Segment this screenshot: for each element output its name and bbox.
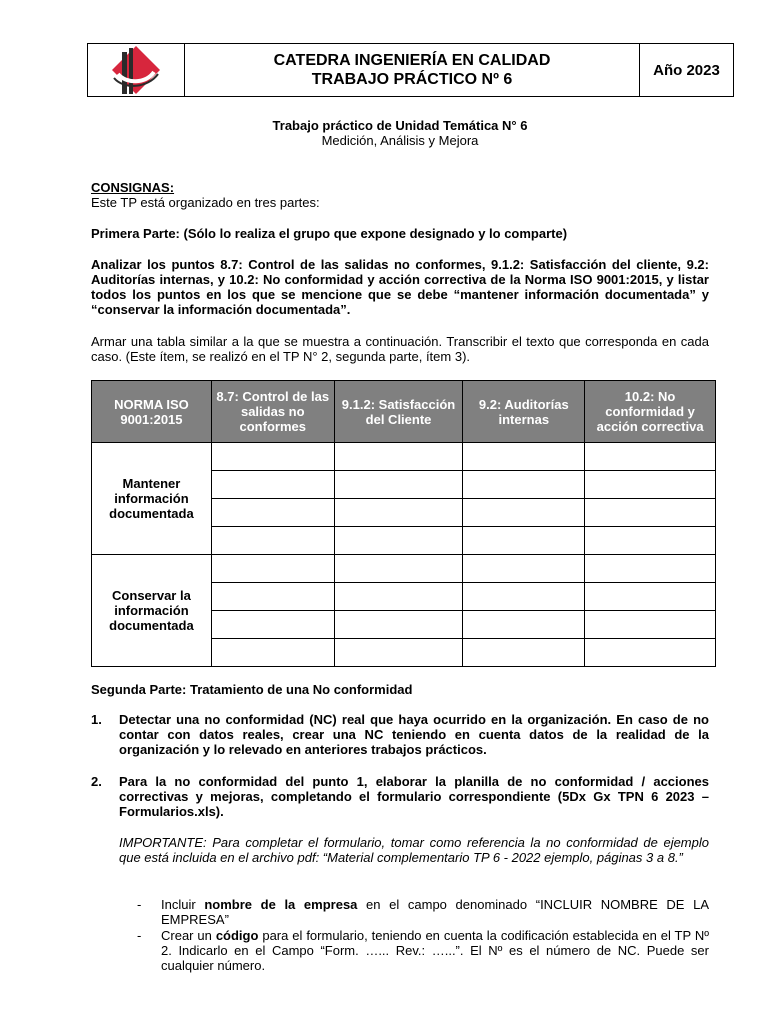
- bullet-post: para el formulario, teniendo en cuenta la codificación establecida en el TP Nº 2. Indicarlo en el Campo “Form. …... Rev.: …...”. El Nº es el número de NC. Puede ser cualquier número.: [161, 928, 709, 973]
- table-cell: [334, 639, 463, 667]
- consignas-intro: Este TP está organizado en tres partes:: [91, 195, 320, 210]
- header-title-line1: CATEDRA INGENIERÍA EN CALIDAD: [273, 52, 551, 69]
- table-header-cell: 10.2: No conformidad y acción correctiva: [585, 381, 716, 443]
- bullet-item: [161, 897, 709, 927]
- logo-icon: [88, 44, 184, 96]
- table-cell: [211, 527, 334, 555]
- bullet-dash: -: [137, 928, 142, 943]
- primera-paragraph-2: Armar una tabla similar a la que se muestra a continuación. Transcribir el texto que corresponda en cada caso. (Este ítem, se realizó en el TP N° 2, segunda parte, ítem 3).: [91, 334, 709, 364]
- consignas-heading: CONSIGNAS:: [91, 180, 175, 195]
- header-title: [185, 44, 640, 96]
- table-cell: [463, 639, 585, 667]
- bullet-dash: -: [137, 897, 142, 912]
- table-cell: [463, 527, 585, 555]
- table-header-row: [92, 381, 716, 443]
- row-group-label: Mantener información documentada: [92, 443, 212, 555]
- bullet-pre: Crear un: [161, 928, 216, 943]
- table-row: [92, 443, 716, 471]
- table-cell: [463, 499, 585, 527]
- bullet-post: en el campo denominado “INCLUIR NOMBRE DE LA EMPRESA”: [161, 897, 710, 927]
- table-cell: [585, 499, 716, 527]
- table-cell: [211, 499, 334, 527]
- table-cell: [463, 583, 585, 611]
- table-cell: [334, 443, 463, 471]
- table-cell: [585, 611, 716, 639]
- table-header-cell: 9.1.2: Satisfacción del Cliente: [334, 381, 463, 443]
- table-cell: [334, 611, 463, 639]
- table-cell: [463, 443, 585, 471]
- table-cell: [334, 583, 463, 611]
- table-row: [92, 555, 716, 583]
- table-cell: [211, 639, 334, 667]
- table-cell: [211, 471, 334, 499]
- table-cell: [585, 471, 716, 499]
- list-item-number: 1.: [91, 712, 102, 727]
- subtitle-line1: Trabajo práctico de Unidad Temática N° 6: [272, 118, 528, 133]
- header-year: Año 2023: [653, 61, 720, 79]
- table-cell: [334, 527, 463, 555]
- table-cell: [211, 611, 334, 639]
- table-cell: [463, 555, 585, 583]
- table-cell: [585, 555, 716, 583]
- list-item-number: 2.: [91, 774, 102, 789]
- bullet-pre: Incluir: [161, 897, 205, 912]
- table-cell: [211, 583, 334, 611]
- list-item-text: Para la no conformidad del punto 1, elaborar la planilla de no conformidad / acciones correctivas y mejoras, completando el formulario correspondiente (5Dx Gx TPN 6 2023 – Formularios.xls).: [119, 774, 709, 819]
- table-header-cell: NORMA ISO 9001:2015: [92, 381, 212, 443]
- table-cell: [585, 639, 716, 667]
- table-cell: [334, 499, 463, 527]
- row-group-label: Conservar la información documentada: [92, 555, 212, 667]
- bullet-bold: código: [215, 928, 259, 943]
- table-cell: [585, 583, 716, 611]
- table-cell: [463, 611, 585, 639]
- table-cell: [585, 527, 716, 555]
- bullet-bold: nombre de la empresa: [204, 897, 358, 912]
- table-cell: [334, 471, 463, 499]
- iso-table: [91, 380, 716, 667]
- importante-note: IMPORTANTE: Para completar el formulario, tomar como referencia la no conformidad de ejemplo que está incluida en el archivo pdf: “Material complementario TP 6 - 2022 ejemplo, páginas 3 a 8.”: [119, 835, 709, 865]
- table-cell: [334, 555, 463, 583]
- university-logo: [88, 44, 185, 96]
- subtitle-line2: Medición, Análisis y Mejora: [321, 133, 479, 148]
- table-cell: [211, 555, 334, 583]
- segunda-heading: Segunda Parte: Tratamiento de una No conformidad: [91, 682, 413, 697]
- table-cell: [463, 471, 585, 499]
- document-header: [87, 43, 734, 97]
- bullet-item: [161, 928, 709, 973]
- primera-paragraph-1: Analizar los puntos 8.7: Control de las salidas no conformes, 9.1.2: Satisfacción del cliente, 9.2: Auditorías internas, y 10.2: No conformidad y acción correctiva de la Norma ISO 9001:2015, y listar todos los puntos en los que se mencione que se debe “mantener información documentada” y “conservar la información documentada”.: [91, 257, 709, 317]
- table-cell: [585, 443, 716, 471]
- table-header-cell: 8.7: Control de las salidas no conformes: [211, 381, 334, 443]
- header-title-line2: TRABAJO PRÁCTICO Nº 6: [311, 71, 513, 88]
- table-cell: [211, 443, 334, 471]
- table-header-cell: 9.2: Auditorías internas: [463, 381, 585, 443]
- primera-heading: Primera Parte: (Sólo lo realiza el grupo que expone designado y lo comparte): [91, 226, 568, 241]
- list-item-text: Detectar una no conformidad (NC) real que haya ocurrido en la organización. En caso de no contar con datos reales, crear una NC teniendo en cuenta datos de la realidad de la organización y lo relevado en anteriores trabajos prácticos.: [119, 712, 709, 757]
